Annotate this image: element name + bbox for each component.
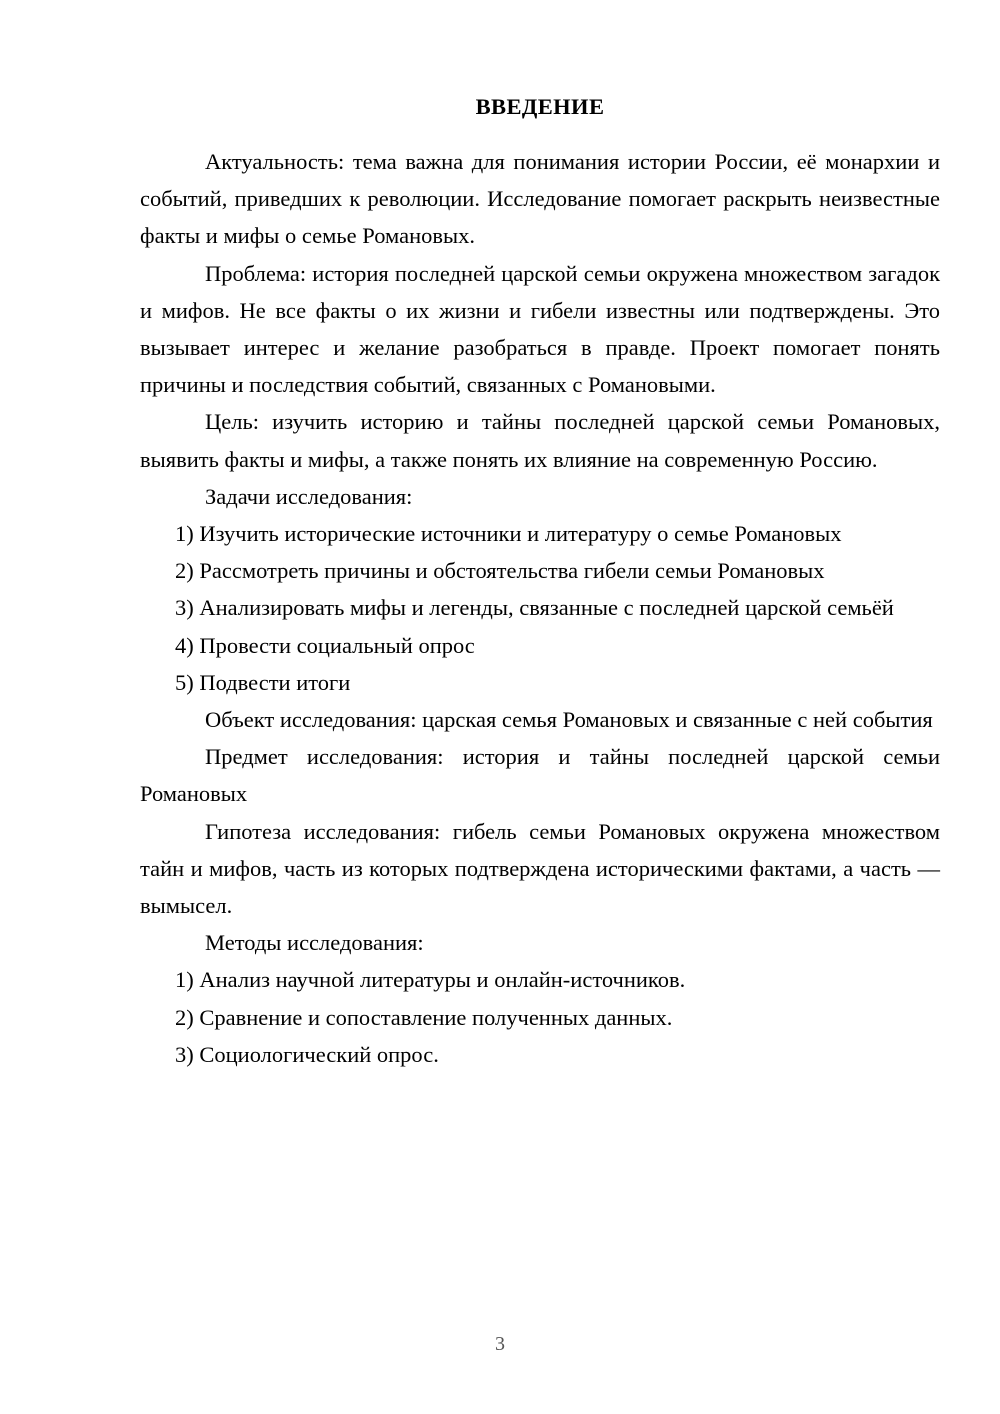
task-item-5: 5) Подвести итоги: [175, 669, 351, 695]
page-title: ВВЕДЕНИЕ: [475, 94, 605, 119]
paragraph-goal: Цель: изучить историю и тайны последней царской семьи Романовых, выявить факты и мифы, а также понять их влияние на современную Россию.: [140, 409, 940, 472]
method-item-1: 1) Анализ научной литературы и онлайн-источников.: [175, 967, 686, 993]
method-item-2: 2) Сравнение и сопоставление полученных данных.: [175, 1004, 673, 1030]
paragraph-relevance: Актуальность: тема важна для понимания истории России, её монархии и событий, приведших к революции. Исследование помогает раскрыть неизвестные факты и мифы о семье Романовых.: [140, 149, 940, 249]
task-item-2: 2) Рассмотреть причины и обстоятельства гибели семьи Романовых: [175, 558, 825, 584]
method-item-3: 3) Социологический опрос.: [175, 1041, 439, 1067]
tasks-heading: Задачи исследования:: [205, 483, 413, 509]
paragraph-problem: Проблема: история последней царской семьи окружена множеством загадок и мифов. Не все факты о их жизни и гибели известны или подтверждены. Это вызывает интерес и желание разобраться в правде. Проект помогает понять причины и последствия событий, связанных с Романовыми.: [140, 260, 940, 398]
task-item-4: 4) Провести социальный опрос: [175, 632, 475, 658]
task-item-1: 1) Изучить исторические источники и литературу о семье Романовых: [175, 521, 842, 547]
task-item-3: 3) Анализировать мифы и легенды, связанные с последней царской семьёй: [175, 595, 894, 621]
paragraph-object: Объект исследования: царская семья Романовых и связанные с ней события: [205, 707, 933, 733]
page-number: 3: [495, 1333, 505, 1355]
paragraph-hypothesis: Гипотеза исследования: гибель семьи Романовых окружена множеством тайн и мифов, часть из которых подтверждена историческими фактами, а часть — вымысел.: [140, 818, 940, 919]
document-body: [140, 88, 940, 1073]
methods-heading: Методы исследования:: [205, 930, 424, 956]
paragraph-subject: Предмет исследования: история и тайны последней царской семьи Романовых: [140, 744, 940, 807]
